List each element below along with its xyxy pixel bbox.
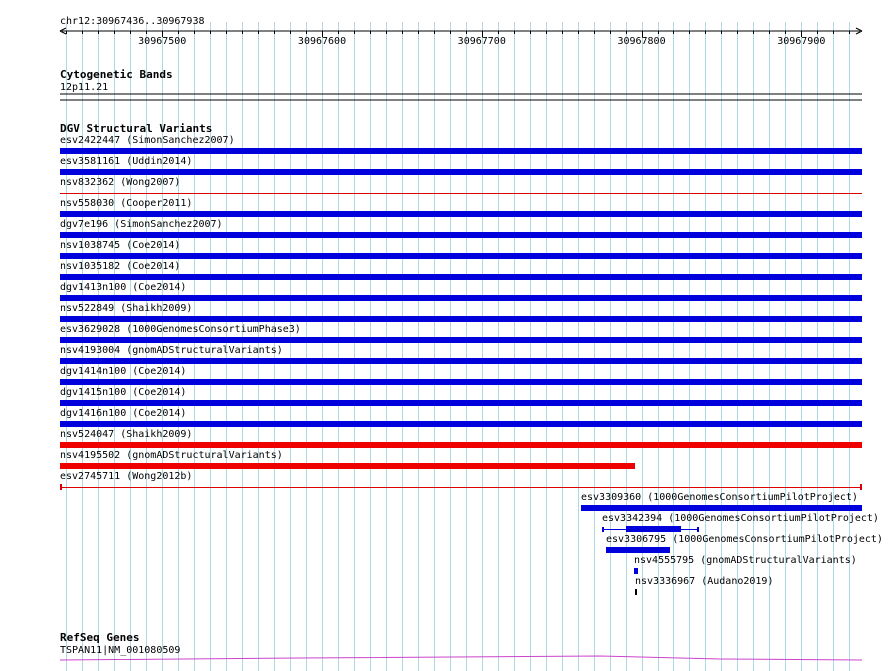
variant-feature[interactable] (60, 261, 862, 280)
variant-end-right (697, 527, 699, 532)
variant-feature[interactable] (60, 345, 862, 364)
variant-glyph[interactable] (581, 505, 862, 511)
variant-feature[interactable] (60, 219, 862, 238)
ruler-tick-label: 30967700 (457, 36, 506, 47)
dgv-track[interactable] (60, 122, 883, 595)
variant-glyph[interactable] (60, 253, 862, 259)
variant-glyph[interactable] (634, 568, 638, 574)
ruler-track[interactable] (60, 16, 862, 47)
variant-label: esv3342394 (1000GenomesConsortiumPilotProject) (602, 513, 879, 524)
variant-label: dgv1413n100 (Coe2014) (60, 282, 187, 293)
variant-end-right (860, 484, 862, 490)
variant-glyph[interactable] (60, 442, 862, 448)
ruler-tick-label: 30967600 (297, 36, 347, 47)
variant-label: nsv4193004 (gnomADStructuralVariants) (60, 345, 283, 356)
variant-feature[interactable] (634, 555, 857, 574)
refseq-track[interactable] (60, 631, 862, 660)
variant-feature[interactable] (60, 450, 635, 469)
variant-feature[interactable] (60, 177, 862, 194)
cytoband-track-title: Cytogenetic Bands (60, 68, 173, 81)
ruler-tick-label: 30967900 (777, 36, 826, 47)
dgv-track-title: DGV Structural Variants (60, 122, 213, 135)
variant-label: nsv1035182 (Coe2014) (60, 261, 181, 272)
variant-glyph[interactable] (60, 337, 862, 343)
variant-label: nsv558030 (Cooper2011) (60, 198, 193, 209)
variant-glyph[interactable] (60, 316, 862, 322)
variant-label: esv3581161 (Uddin2014) (60, 156, 193, 167)
variant-feature[interactable] (60, 198, 862, 217)
refseq-gene-label: TSPAN11|NM_001080509 (60, 645, 181, 656)
variant-feature[interactable] (606, 534, 883, 553)
variant-glyph[interactable] (60, 169, 862, 175)
variant-feature[interactable] (60, 324, 862, 343)
variant-feature[interactable] (60, 408, 862, 427)
variant-label: esv2422447 (SimonSanchez2007) (60, 135, 235, 146)
ruler-tick-label: 30967500 (138, 36, 187, 47)
variant-label: nsv522849 (Shaikh2009) (60, 303, 193, 314)
variant-feature[interactable] (60, 240, 862, 259)
variant-label: nsv4555795 (gnomADStructuralVariants) (634, 555, 857, 566)
variant-label: nsv3336967 (Audano2019) (635, 576, 774, 587)
variant-glyph[interactable] (60, 211, 862, 217)
ruler-ticks (67, 31, 850, 47)
variant-glyph[interactable] (60, 274, 862, 280)
variant-label: dgv1414n100 (Coe2014) (60, 366, 187, 377)
ruler-tick-label: 30967800 (617, 36, 666, 47)
variant-label: dgv7e196 (SimonSanchez2007) (60, 219, 223, 230)
variant-glyph[interactable] (60, 400, 862, 406)
variant-core (626, 526, 681, 532)
refseq-gene-model[interactable] (60, 656, 862, 660)
variant-feature[interactable] (635, 576, 773, 595)
variant-glyph[interactable] (60, 232, 862, 238)
variant-label: esv3306795 (1000GenomesConsortiumPilotProject) (606, 534, 883, 545)
variant-feature[interactable] (602, 513, 879, 532)
cytoband-label: 12p11.21 (60, 82, 109, 93)
variant-feature[interactable] (60, 282, 862, 301)
variant-label: nsv832362 (Wong2007) (60, 177, 181, 188)
variant-end-left (602, 527, 604, 532)
variant-label: esv2745711 (Wong2012b) (60, 471, 193, 482)
variant-feature[interactable] (60, 387, 862, 406)
variant-glyph[interactable] (606, 547, 670, 553)
cytoband-track[interactable] (60, 68, 862, 100)
variant-glyph[interactable] (60, 379, 862, 385)
variant-end-left (60, 484, 62, 490)
variant-feature[interactable] (60, 156, 862, 175)
variant-feature[interactable] (60, 471, 862, 490)
variant-label: esv3309360 (1000GenomesConsortiumPilotProject) (581, 492, 858, 503)
refseq-track-title: RefSeq Genes (60, 631, 140, 644)
variant-glyph[interactable] (635, 589, 637, 595)
variant-label: esv3629028 (1000GenomesConsortiumPhase3) (60, 324, 301, 335)
variant-glyph[interactable] (60, 148, 862, 154)
variant-feature[interactable] (60, 135, 862, 154)
variant-feature[interactable] (60, 366, 862, 385)
variant-feature[interactable] (581, 492, 862, 511)
variant-label: nsv4195502 (gnomADStructuralVariants) (60, 450, 283, 461)
variant-glyph[interactable] (60, 421, 862, 427)
variant-label: nsv1038745 (Coe2014) (60, 240, 181, 251)
variant-label: nsv524047 (Shaikh2009) (60, 429, 193, 440)
dgv-features (60, 135, 883, 595)
variant-glyph[interactable] (60, 295, 862, 301)
variant-label: dgv1415n100 (Coe2014) (60, 387, 187, 398)
variant-feature[interactable] (60, 429, 862, 448)
variant-label: dgv1416n100 (Coe2014) (60, 408, 187, 419)
variant-glyph[interactable] (60, 463, 635, 469)
location-label: chr12:30967436..30967938 (60, 16, 205, 27)
variant-feature[interactable] (60, 303, 862, 322)
variant-glyph[interactable] (60, 358, 862, 364)
